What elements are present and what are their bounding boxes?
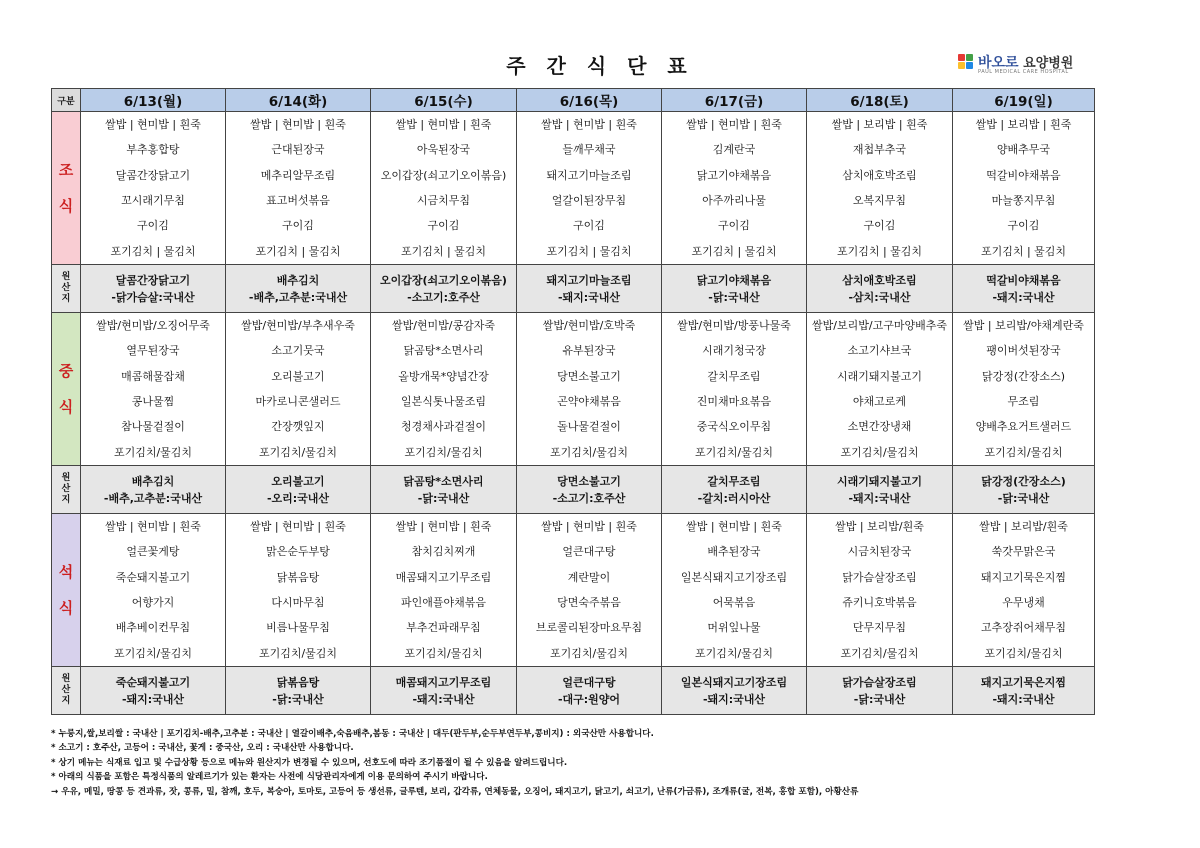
menu-item: 쌀밥 | 현미밥 | 흰죽: [686, 118, 782, 132]
menu-item: 포기김치 | 물김치: [400, 244, 487, 258]
menu-item: 포기김치/물김치: [404, 646, 483, 660]
origin-line: -닭가슴살:국내산: [111, 290, 195, 304]
origin-cell: [81, 466, 226, 514]
menu-item: 쑥갓무맑은국: [991, 545, 1056, 559]
menu-item: 표고버섯볶음: [266, 194, 330, 207]
note-line: * 상기 메뉴는 식재료 입고 및 수급상황 등으로 메뉴와 원산지가 변경될 수 있으며, 선호도에 따라 조기품절이 될 수 있음을 알려드립니다.: [51, 757, 568, 768]
menu-item: 마카로니콘샐러드: [255, 395, 341, 408]
origin-line: -돼지:국내산: [412, 692, 475, 706]
menu-item: 쌀밥 | 현미밥 | 흰죽: [541, 520, 637, 534]
menu-item: 닭고기야채볶음: [696, 168, 772, 182]
menu-item: 열무된장국: [126, 344, 180, 358]
menu-item: 쌀밥/보리밥/고구마양배추죽: [812, 319, 947, 333]
origin-line: 오리불고기: [271, 474, 325, 488]
menu-item: 구이김: [1007, 219, 1040, 233]
origin-cell: [953, 466, 1095, 514]
menu-item: 콩나물찜: [131, 395, 175, 408]
menu-cell: [226, 313, 371, 466]
meal-label: [52, 514, 81, 667]
menu-item: 포기김치 | 물김치: [980, 244, 1067, 258]
origin-line: -소고기:호주산: [407, 290, 480, 304]
menu-item: 꼬시래기무침: [121, 194, 185, 207]
menu-item: 계란말이: [567, 570, 611, 584]
menu-item: 얼큰대구탕: [562, 545, 616, 559]
menu-cell: [371, 514, 517, 667]
origin-line: 떡갈비야채볶음: [986, 273, 1061, 287]
menu-item: 청경채사과겉절이: [400, 420, 486, 434]
origin-cell: [662, 466, 807, 514]
menu-cell: [517, 112, 662, 265]
origin-label-char: 원: [61, 674, 71, 684]
origin-label-char: 지: [61, 294, 71, 304]
menu-item: 쌀밥 | 현미밥 | 흰죽: [686, 520, 782, 534]
menu-item: 쌀밥/현미밥/방풍나물죽: [677, 319, 791, 333]
origin-line: 닭고기야채볶음: [696, 273, 772, 287]
menu-item: 오복지무침: [852, 194, 907, 207]
origin-line: 돼지고기마늘조림: [546, 273, 632, 287]
menu-item: 쌀밥 | 현미밥 | 흰죽: [541, 118, 637, 132]
menu-cell: [953, 313, 1095, 466]
menu-cell: [226, 112, 371, 265]
origin-line: -소고기:호주산: [552, 491, 626, 505]
menu-item: 쌀밥 | 현미밥 | 흰죽: [395, 520, 492, 534]
origin-label-char: 지: [61, 495, 71, 505]
origin-cell: [81, 265, 226, 313]
note-line: * 소고기 : 호주산, 고등어 : 국내산, 꽃게 : 중국산, 오리 : 국내산만 사용합니다.: [51, 743, 354, 754]
menu-item: 구이김: [573, 219, 605, 233]
menu-item: 갈치무조림: [707, 369, 761, 383]
menu-item: 시금치된장국: [847, 545, 912, 559]
menu-item: 매콤돼지고기무조림: [395, 570, 492, 584]
meal-label: [52, 112, 81, 265]
origin-line: 배추김치: [276, 273, 320, 287]
menu-item: 중국식오이무침: [696, 420, 772, 434]
origin-line: 닭곰탕*소면사리: [403, 474, 484, 488]
meal-label: [52, 313, 81, 466]
origin-label: [52, 466, 81, 514]
origin-cell: [81, 667, 226, 715]
menu-item: 비름나물무침: [266, 621, 330, 635]
menu-item: 쌀밥 | 보리밥 | 흰죽: [831, 118, 928, 132]
menu-item: 양배추무국: [996, 143, 1051, 157]
menu-item: 시래기청국장: [702, 344, 766, 358]
menu-item: 구이김: [718, 219, 750, 233]
menu-item: 구이김: [282, 219, 314, 233]
menu-item: 닭가슴살장조림: [842, 570, 917, 584]
logo-caption: PAUL MEDICAL CARE HOSPITAL: [978, 69, 1069, 75]
menu-item: 무조림: [1007, 395, 1040, 408]
menu-item: 소고기샤브국: [847, 344, 912, 358]
menu-item: 파인애플야채볶음: [400, 596, 486, 609]
menu-item: 포기김치 | 물김치: [546, 244, 632, 258]
menu-item: 포기김치/물김치: [984, 445, 1063, 459]
menu-item: 김계란국: [712, 143, 756, 157]
menu-item: 쌀밥 | 보리밥/야채계란죽: [963, 319, 1084, 333]
day-header: 6/17(금): [662, 89, 807, 112]
menu-item: 어향가지: [131, 596, 175, 609]
menu-item: 포기김치/물김치: [840, 646, 919, 660]
menu-item: 맑은순두부탕: [266, 545, 330, 559]
menu-item: 쌀밥 | 현미밥 | 흰죽: [250, 118, 346, 132]
menu-item: 떡갈비야채볶음: [986, 168, 1061, 182]
logo-mark-icon: [958, 54, 974, 70]
menu-item: 아욱된장국: [416, 143, 471, 157]
menu-cell: [81, 514, 226, 667]
menu-item: 죽순돼지불고기: [115, 570, 191, 584]
menu-cell: [807, 514, 953, 667]
menu-item: 닭곰탕*소면사리: [403, 344, 484, 358]
menu-item: 쌀밥/현미밥/호박죽: [542, 319, 636, 333]
menu-item: 양배추요거트샐러드: [975, 420, 1072, 434]
menu-item: 마늘쫑지무침: [991, 194, 1056, 207]
origin-label: [52, 667, 81, 715]
day-header: 6/19(일): [953, 89, 1095, 112]
note-line: * 누룽지,쌀,보리쌀 : 국내산 | 포기김치-배추,고추분 : 국내산 | 열갈이배추,숙음배추,봄동 : 국내산 | 대두(판두부,순두부연두부,콩비지) : 외국산만 사용합니다.: [51, 729, 654, 739]
menu-item: 얼큰꽃게탕: [126, 545, 180, 559]
origin-cell: [226, 265, 371, 313]
menu-item: 쌀밥 | 보리밥/흰죽: [835, 520, 924, 534]
menu-item: 쌀밥/현미밥/콩감자죽: [391, 319, 496, 333]
meal-label-char: 식: [58, 197, 74, 215]
day-header: 6/14(화): [226, 89, 371, 112]
menu-item: 쌀밥 | 현미밥 | 흰죽: [105, 520, 201, 534]
origin-label-char: 산: [61, 685, 71, 695]
note-line: → 우유, 메밀, 땅콩 등 견과류, 잣, 콩류, 밀, 참깨, 호두, 복숭아, 토마토, 고등어 등 생선류, 글루텐, 보리, 갑각류, 연체동물, 오징어, 돼지고기, 닭고기, 쇠고기, 난류(가금류), 조개류(굴, 전복, 홍합 포함), 아황산류: [51, 786, 859, 797]
menu-item: 부추건파래무침: [406, 621, 481, 635]
origin-cell: [226, 667, 371, 715]
meal-row: [52, 112, 1095, 265]
origin-cell: [371, 667, 517, 715]
menu-item: 참치김치찌개: [411, 545, 476, 559]
origin-line: -돼지:국내산: [992, 692, 1055, 706]
menu-item: 메추리알무조림: [260, 168, 336, 182]
origin-line: -오리:국내산: [266, 491, 330, 505]
origin-line: 얼큰대구탕: [562, 675, 616, 689]
origin-line: 갈치무조림: [707, 474, 761, 488]
origin-label-char: 지: [61, 696, 71, 706]
origin-line: -돼지:국내산: [121, 692, 185, 706]
origin-line: -닭:국내산: [272, 692, 324, 706]
origin-line: -갈치:러시아산: [697, 491, 771, 505]
meal-label-char: 중: [58, 362, 74, 380]
menu-cell: [807, 313, 953, 466]
menu-item: 포기김치/물김치: [404, 445, 483, 459]
menu-item: 쌀밥 | 현미밥 | 흰죽: [250, 520, 346, 534]
origin-line: -돼지:국내산: [992, 290, 1055, 304]
menu-item: 구이김: [863, 219, 896, 233]
menu-cell: [807, 112, 953, 265]
origin-label: [52, 265, 81, 313]
origin-line: 오이갑장(쇠고기오이볶음): [380, 273, 507, 287]
menu-item: 재첩부추국: [852, 143, 907, 157]
origin-line: -배추,고추분:국내산: [103, 491, 203, 505]
meal-label-char: 석: [58, 563, 74, 581]
menu-item: 포기김치/물김치: [113, 445, 193, 459]
menu-item: 우무냉채: [1002, 596, 1045, 609]
origin-line: 삼치애호박조림: [842, 273, 917, 287]
origin-label-char: 산: [61, 484, 71, 494]
origin-line: 닭가슴살장조림: [842, 675, 917, 689]
origin-line: -돼지:국내산: [702, 692, 766, 706]
menu-item: 배추된장국: [707, 545, 761, 559]
meal-row: [52, 514, 1095, 667]
origin-line: -돼지:국내산: [848, 491, 911, 505]
menu-item: 일본식톳나물조림: [400, 395, 486, 408]
day-header: 6/18(토): [807, 89, 953, 112]
origin-row: [52, 667, 1095, 715]
menu-cell: [81, 112, 226, 265]
origin-line: -배추,고추분:국내산: [248, 290, 348, 304]
menu-item: 올방개묵*양념간장: [398, 369, 489, 383]
menu-cell: [953, 514, 1095, 667]
menu-item: 포기김치/물김치: [694, 646, 774, 660]
weekly-menu-table: [51, 88, 1095, 715]
menu-item: 포기김치/물김치: [113, 646, 193, 660]
meal-label-char: 식: [58, 398, 74, 416]
menu-item: 시금치무침: [416, 194, 471, 207]
menu-cell: [371, 112, 517, 265]
menu-cell: [371, 313, 517, 466]
menu-item: 브로콜리된장마요무침: [535, 621, 643, 635]
menu-item: 구이김: [427, 219, 460, 233]
menu-item: 쌀밥 | 현미밥 | 흰죽: [395, 118, 492, 132]
header-label: 구분: [52, 89, 81, 112]
menu-item: 진미채마요볶음: [696, 395, 772, 408]
origin-cell: [371, 265, 517, 313]
origin-label-char: 원: [61, 272, 71, 282]
menu-item: 고추장쥐어채무침: [980, 621, 1066, 635]
menu-item: 쌀밥 | 현미밥 | 흰죽: [105, 118, 201, 132]
menu-item: 구이김: [137, 219, 169, 233]
menu-item: 닭볶음탕: [276, 570, 320, 584]
origin-cell: [226, 466, 371, 514]
menu-item: 달콤간장닭고기: [115, 168, 191, 182]
menu-item: 시래기돼지불고기: [836, 369, 922, 383]
menu-item: 야채고로케: [852, 395, 907, 408]
menu-item: 어묵볶음: [712, 596, 756, 609]
origin-cell: [953, 667, 1095, 715]
menu-item: 유부된장국: [562, 344, 616, 358]
menu-item: 쥬키니호박볶음: [842, 596, 917, 609]
menu-item: 다시마무침: [271, 596, 325, 609]
origin-cell: [517, 466, 662, 514]
menu-item: 참나물겉절이: [121, 420, 185, 434]
menu-item: 머위잎나물: [707, 621, 761, 635]
menu-item: 포기김치 | 물김치: [691, 244, 777, 258]
origin-line: -닭:국내산: [708, 290, 760, 304]
origin-cell: [371, 466, 517, 514]
origin-line: 당면소불고기: [557, 474, 621, 488]
meal-label-char: 식: [58, 599, 74, 617]
note-line: * 아래의 식품을 포함은 특정식품의 알레르기가 있는 환자는 사전에 식당관리자에게 이용 문의하여 주시기 바랍니다.: [51, 772, 488, 783]
menu-item: 포기김치 | 물김치: [110, 244, 196, 258]
menu-item: 포기김치/물김치: [694, 445, 774, 459]
menu-item: 닭강정(간장소스): [982, 369, 1065, 383]
menu-item: 포기김치/물김치: [258, 646, 338, 660]
origin-cell: [807, 667, 953, 715]
notes: [51, 727, 1094, 799]
origin-cell: [807, 466, 953, 514]
origin-cell: [662, 667, 807, 715]
menu-item: 돼지고기마늘조림: [546, 168, 632, 182]
origin-row: [52, 265, 1095, 313]
menu-item: 포기김치/물김치: [549, 445, 629, 459]
origin-cell: [807, 265, 953, 313]
menu-cell: [662, 313, 807, 466]
menu-item: 소고기뭇국: [271, 344, 325, 358]
menu-item: 단무지무침: [852, 621, 907, 635]
origin-row: [52, 466, 1095, 514]
menu-body: [52, 112, 1095, 715]
menu-item: 얼갈이된장무침: [551, 194, 627, 207]
menu-item: 간장깻잎지: [271, 420, 325, 434]
origin-label-char: 원: [61, 473, 71, 483]
origin-line: -돼지:국내산: [557, 290, 621, 304]
menu-item: 당면숙주볶음: [557, 596, 621, 609]
menu-item: 포기김치/물김치: [258, 445, 338, 459]
origin-label-char: 산: [61, 283, 71, 293]
origin-line: 죽순돼지불고기: [115, 675, 191, 689]
menu-item: 매콤해물잡채: [121, 369, 185, 383]
menu-item: 아주까리나물: [702, 194, 766, 207]
menu-item: 포기김치/물김치: [840, 445, 919, 459]
menu-item: 근대된장국: [271, 143, 325, 157]
menu-item: 포기김치 | 물김치: [255, 244, 341, 258]
origin-cell: [953, 265, 1095, 313]
menu-cell: [517, 514, 662, 667]
menu-item: 당면소불고기: [557, 369, 621, 383]
menu-item: 쌀밥 | 보리밥 | 흰죽: [975, 118, 1072, 132]
menu-item: 돼지고기묵은지찜: [980, 570, 1066, 584]
page-title: 주 간 식 단 표: [506, 54, 694, 78]
origin-cell: [662, 265, 807, 313]
origin-line: -닭:국내산: [997, 491, 1050, 505]
origin-line: 일본식돼지고기장조림: [680, 675, 788, 689]
origin-line: 매콤돼지고기무조림: [395, 675, 492, 689]
meal-label-char: 조: [58, 161, 74, 179]
origin-line: 닭강정(간장소스): [981, 474, 1066, 488]
menu-item: 포기김치 | 물김치: [836, 244, 923, 258]
header-row: [52, 89, 1095, 112]
origin-line: -대구:원양어: [557, 692, 621, 706]
menu-cell: [662, 112, 807, 265]
logo-name-sub: 요양병원: [1018, 56, 1074, 71]
menu-item: 팽이버섯된장국: [986, 344, 1061, 358]
menu-item: 포기김치/물김치: [549, 646, 629, 660]
meal-row: [52, 313, 1095, 466]
menu-item: 부추홍합탕: [126, 143, 180, 157]
menu-item: 곤약야채볶음: [557, 395, 621, 408]
menu-item: 쌀밥/현미밥/오징어무죽: [96, 319, 210, 333]
menu-item: 돌나물겉절이: [557, 420, 621, 434]
origin-line: -닭:국내산: [417, 491, 470, 505]
menu-cell: [953, 112, 1095, 265]
day-header: 6/16(목): [517, 89, 662, 112]
menu-item: 쌀밥/현미밥/부추새우죽: [241, 319, 355, 333]
menu-cell: [226, 514, 371, 667]
menu-item: 오이갑장(쇠고기오이볶음): [380, 168, 507, 182]
menu-cell: [662, 514, 807, 667]
origin-cell: [517, 265, 662, 313]
menu-item: 일본식돼지고기장조림: [680, 570, 788, 584]
origin-line: 달콤간장닭고기: [115, 273, 191, 287]
logo-name-main: 바오로: [978, 55, 1019, 71]
origin-line: 돼지고기묵은지찜: [980, 675, 1066, 689]
origin-cell: [517, 667, 662, 715]
origin-line: -닭:국내산: [853, 692, 906, 706]
day-header: 6/13(월): [81, 89, 226, 112]
menu-item: 삼치애호박조림: [842, 168, 917, 182]
day-header: 6/15(수): [371, 89, 517, 112]
origin-line: 배추김치: [131, 474, 175, 488]
menu-item: 소면간장냉채: [847, 420, 912, 434]
menu-item: 쌀밥 | 보리밥/흰죽: [979, 520, 1068, 534]
menu-cell: [81, 313, 226, 466]
menu-item: 배추베이컨무침: [115, 621, 191, 635]
origin-line: 시래기돼지불고기: [836, 474, 922, 488]
menu-item: 들깨무채국: [562, 143, 616, 157]
origin-line: -삼치:국내산: [848, 290, 911, 304]
menu-item: 포기김치/물김치: [984, 646, 1063, 660]
menu-item: 오리불고기: [271, 369, 325, 383]
menu-cell: [517, 313, 662, 466]
origin-line: 닭볶음탕: [276, 675, 320, 689]
hospital-logo: [958, 52, 1078, 78]
